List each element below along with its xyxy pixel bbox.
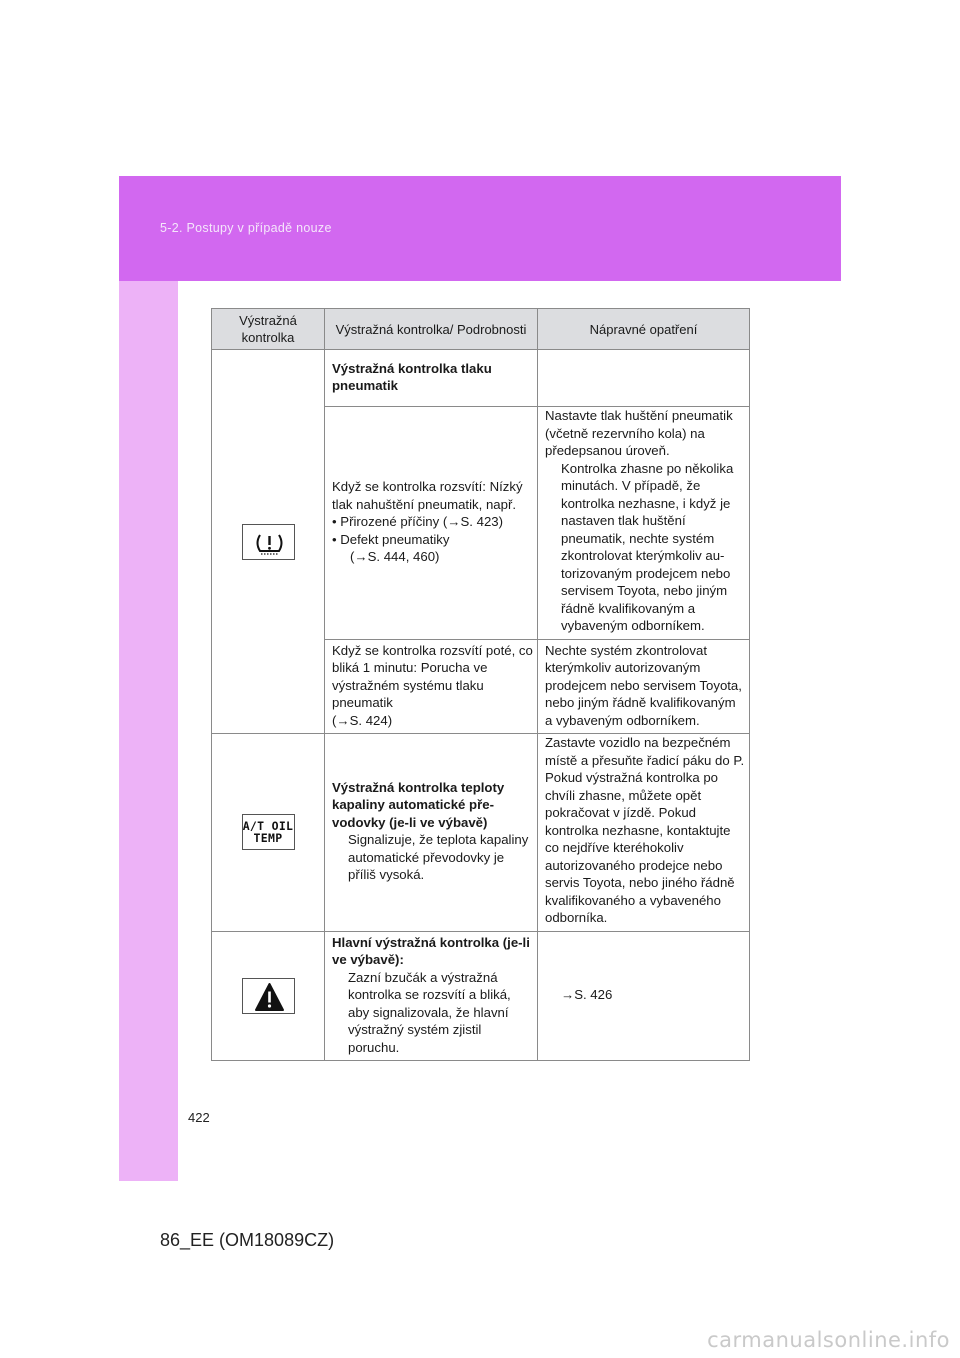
at-oil-temp-icon (242, 814, 295, 850)
action-cell (538, 639, 750, 734)
details-intro: Když se kontrolka rozsvítí: Nízký tlak nahuštění pneumatik, např. (332, 479, 523, 512)
icon-cell (212, 350, 325, 734)
table-row (212, 350, 750, 407)
action-cell (538, 407, 750, 640)
icon-label: TEMP (253, 831, 283, 846)
tire-pressure-warning-icon (242, 524, 295, 560)
action-text: Nastavte tlak huštění pneumatik (včetně rezervního kola) na předepsanou úroveň. (545, 408, 733, 458)
warning-lights-table (211, 308, 750, 1061)
details-cell (325, 407, 538, 640)
action-cell (538, 931, 750, 1061)
table-row (212, 931, 750, 1061)
bullet-text: Defekt pneumatiky (340, 531, 450, 547)
action-text: Zastavte vozidlo na bezpečném místě a přesuňte řadicí páku do P. Pokud výstražná kontrolka po chvíli zhasne, můžete opět pokračovat v jízdě. Pokud kontrolka nezhasne, kontaktujte co nejdříve kteréhokoliv autorizovaného prodejce nebo servis Toyota, nebo jiného řádně kvalifikovaného a vybaveného odborníka. (545, 735, 745, 925)
details-cell (325, 734, 538, 932)
warning-description: Zazní bzučák a výstražná kontrolka se rozsvítí a bliká, aby signalizovala, že hlavní výstražný systém zjistil poruchu. (348, 969, 511, 1055)
details-cell (325, 931, 538, 1061)
details-cell (325, 639, 538, 734)
master-warning-icon (242, 978, 295, 1014)
icon-cell (212, 931, 325, 1061)
column-header: Výstražná kontrolka (212, 309, 325, 350)
side-band (119, 281, 178, 1181)
bullet-text: Přirozené příčiny ( (340, 514, 448, 529)
document-code: 86_EE (OM18089CZ) (160, 1230, 335, 1250)
action-cell (538, 734, 750, 932)
table-row (212, 734, 750, 932)
page-reference: S. 426 (574, 987, 613, 1002)
page-number: 422 (188, 1110, 210, 1125)
warning-title: Výstražná kontrolka teploty kapaliny automatické převodovky (je-li ve výbavě) (332, 779, 505, 830)
warning-description: Signalizuje, že teplota kapaliny automatické převodovky je příliš vysoká. (348, 832, 529, 883)
icon-label: A/T OIL (242, 819, 294, 834)
page-reference: S. 424) (349, 712, 393, 728)
reference-line: (→S. 424) (332, 712, 393, 728)
reference-line: (→S. 444, 460) (350, 549, 440, 564)
list-item: • Defekt pneumatiky (332, 531, 450, 547)
icon-cell (212, 734, 325, 932)
action-note: Kontrolka zhasne po několika minutách. V případě, že kontrolka nezhasne, i když je nastaven tlak huštění pneumatik, nechte systém zkontrolovat kterýmkoliv autorizovaným prodejcem nebo servisem Toyota, nebo jiným řádně kvalifikovaným a vybaveným odborníkem. (561, 460, 734, 633)
column-header: Nápravné opatření (538, 309, 750, 350)
page-reference: S. 423) (460, 514, 504, 529)
watermark: carmanualsonline.info (707, 1328, 950, 1352)
warning-title: Hlavní výstražná kontrolka (je-li ve výbavě): (332, 934, 530, 967)
warning-title: Výstražná kontrolka tlaku pneumatik (325, 350, 538, 407)
list-item: • Přirozené příčiny (→S. 423) (332, 514, 504, 529)
action-cell (538, 350, 750, 407)
column-header: Výstražná kontrolka/ Podrobnosti (325, 309, 538, 350)
details-text: Když se kontrolka rozsvítí poté, co bliká 1 minutu: Porucha ve výstražném systému tlaku pneumatik (332, 642, 533, 710)
page-reference: S. 444, 460) (367, 549, 440, 564)
action-text: Nechte systém zkontrolovat kterýmkoliv autorizovaným prodejcem nebo servisem Toyota, nebo jiným řádně kvalifikovaným a vybaveným odborníkem. (545, 642, 742, 728)
section-header: 5-2. Postupy v případě nouze (160, 221, 332, 235)
table-header-row (212, 309, 750, 350)
reference-line: →S. 426 (561, 987, 613, 1002)
